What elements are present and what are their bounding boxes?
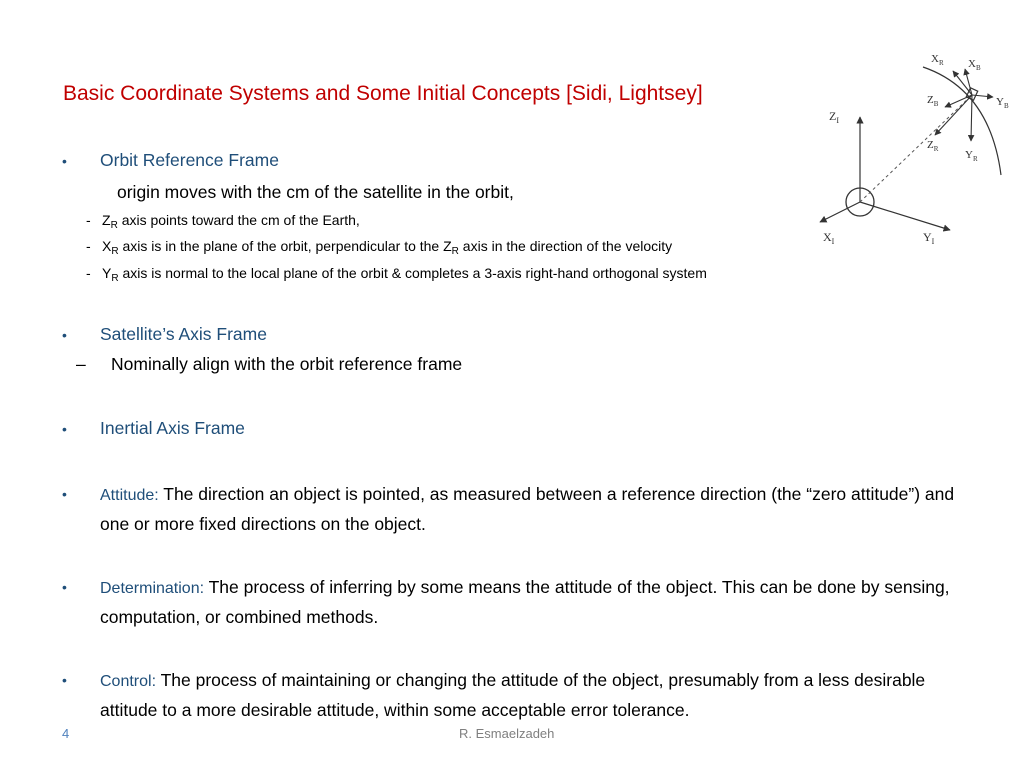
footer-author: R. Esmaelzadeh — [459, 726, 555, 741]
dash-icon: - — [86, 212, 91, 228]
xb-label: $X_B$ — [968, 58, 981, 72]
orbit-heading: Orbit Reference Frame — [100, 150, 279, 170]
zi-label: $Z_I$ — [829, 109, 840, 125]
zb-axis — [945, 95, 972, 107]
bullet-icon: • — [62, 672, 67, 688]
determination-text: The process of inferring by some means the attitude of the object. This can be done by sensing, computation, or combined methods. — [100, 577, 950, 627]
yr-axis — [971, 95, 972, 141]
yr-label: $Y_R$ — [965, 149, 978, 163]
yi-label: $Y_I$ — [923, 230, 935, 246]
position-line — [860, 95, 972, 202]
attitude-paragraph — [100, 480, 970, 538]
zr-axis — [935, 95, 972, 135]
slide-title: Basic Coordinate Systems and Some Initial Concepts [Sidi, Lightsey] — [63, 82, 703, 105]
control-paragraph — [100, 666, 970, 724]
zb-label: $Z_B$ — [927, 94, 939, 108]
xi-label: $X_I$ — [823, 230, 835, 246]
xr-line: $X_R$ axis is in the plane of the orbit, perpendicular to the $Z_R$ axis in the direction of the velocity — [102, 238, 673, 257]
coordinate-frames-diagram — [805, 45, 1024, 265]
attitude-text: The direction an object is pointed, as measured between a reference direction (the “zero attitude”) and one or more fixed directions on the object. — [100, 484, 955, 534]
control-text: The process of maintaining or changing the attitude of the object, presumably from a less desirable attitude to a more desirable attitude, within some acceptable error tolerance. — [100, 670, 926, 720]
determination-paragraph — [100, 573, 970, 631]
xr-label: $X_R$ — [931, 53, 944, 67]
zr-label: $Z_R$ — [927, 139, 939, 153]
bullet-icon: • — [62, 421, 67, 437]
zr-line: $Z_R$ axis points toward the cm of the Earth, — [102, 212, 360, 231]
control-label: Control: — [100, 673, 157, 690]
xi-axis — [820, 202, 860, 222]
bullet-icon: • — [62, 486, 67, 502]
dash-icon: - — [86, 265, 91, 281]
determination-label: Determination: — [100, 580, 205, 597]
yi-axis — [860, 202, 950, 230]
satellite-heading: Satellite’s Axis Frame — [100, 324, 267, 344]
bullet-icon: • — [62, 327, 67, 343]
bullet-icon: • — [62, 153, 67, 169]
dash-icon: - — [86, 238, 91, 254]
page-number: 4 — [62, 726, 70, 741]
inertial-heading: Inertial Axis Frame — [100, 418, 245, 438]
attitude-label: Attitude: — [100, 487, 159, 504]
en-dash-icon: – — [76, 354, 86, 374]
yr-line: $Y_R$ axis is normal to the local plane of the orbit & completes a 3-axis right-hand orthogonal system — [102, 265, 707, 284]
satellite-sub-text: Nominally align with the orbit reference frame — [111, 354, 463, 374]
yb-label: $Y_B$ — [996, 96, 1009, 110]
orbit-origin-text: origin moves with the cm of the satellite in the orbit, — [117, 182, 514, 202]
bullet-icon: • — [62, 579, 67, 595]
